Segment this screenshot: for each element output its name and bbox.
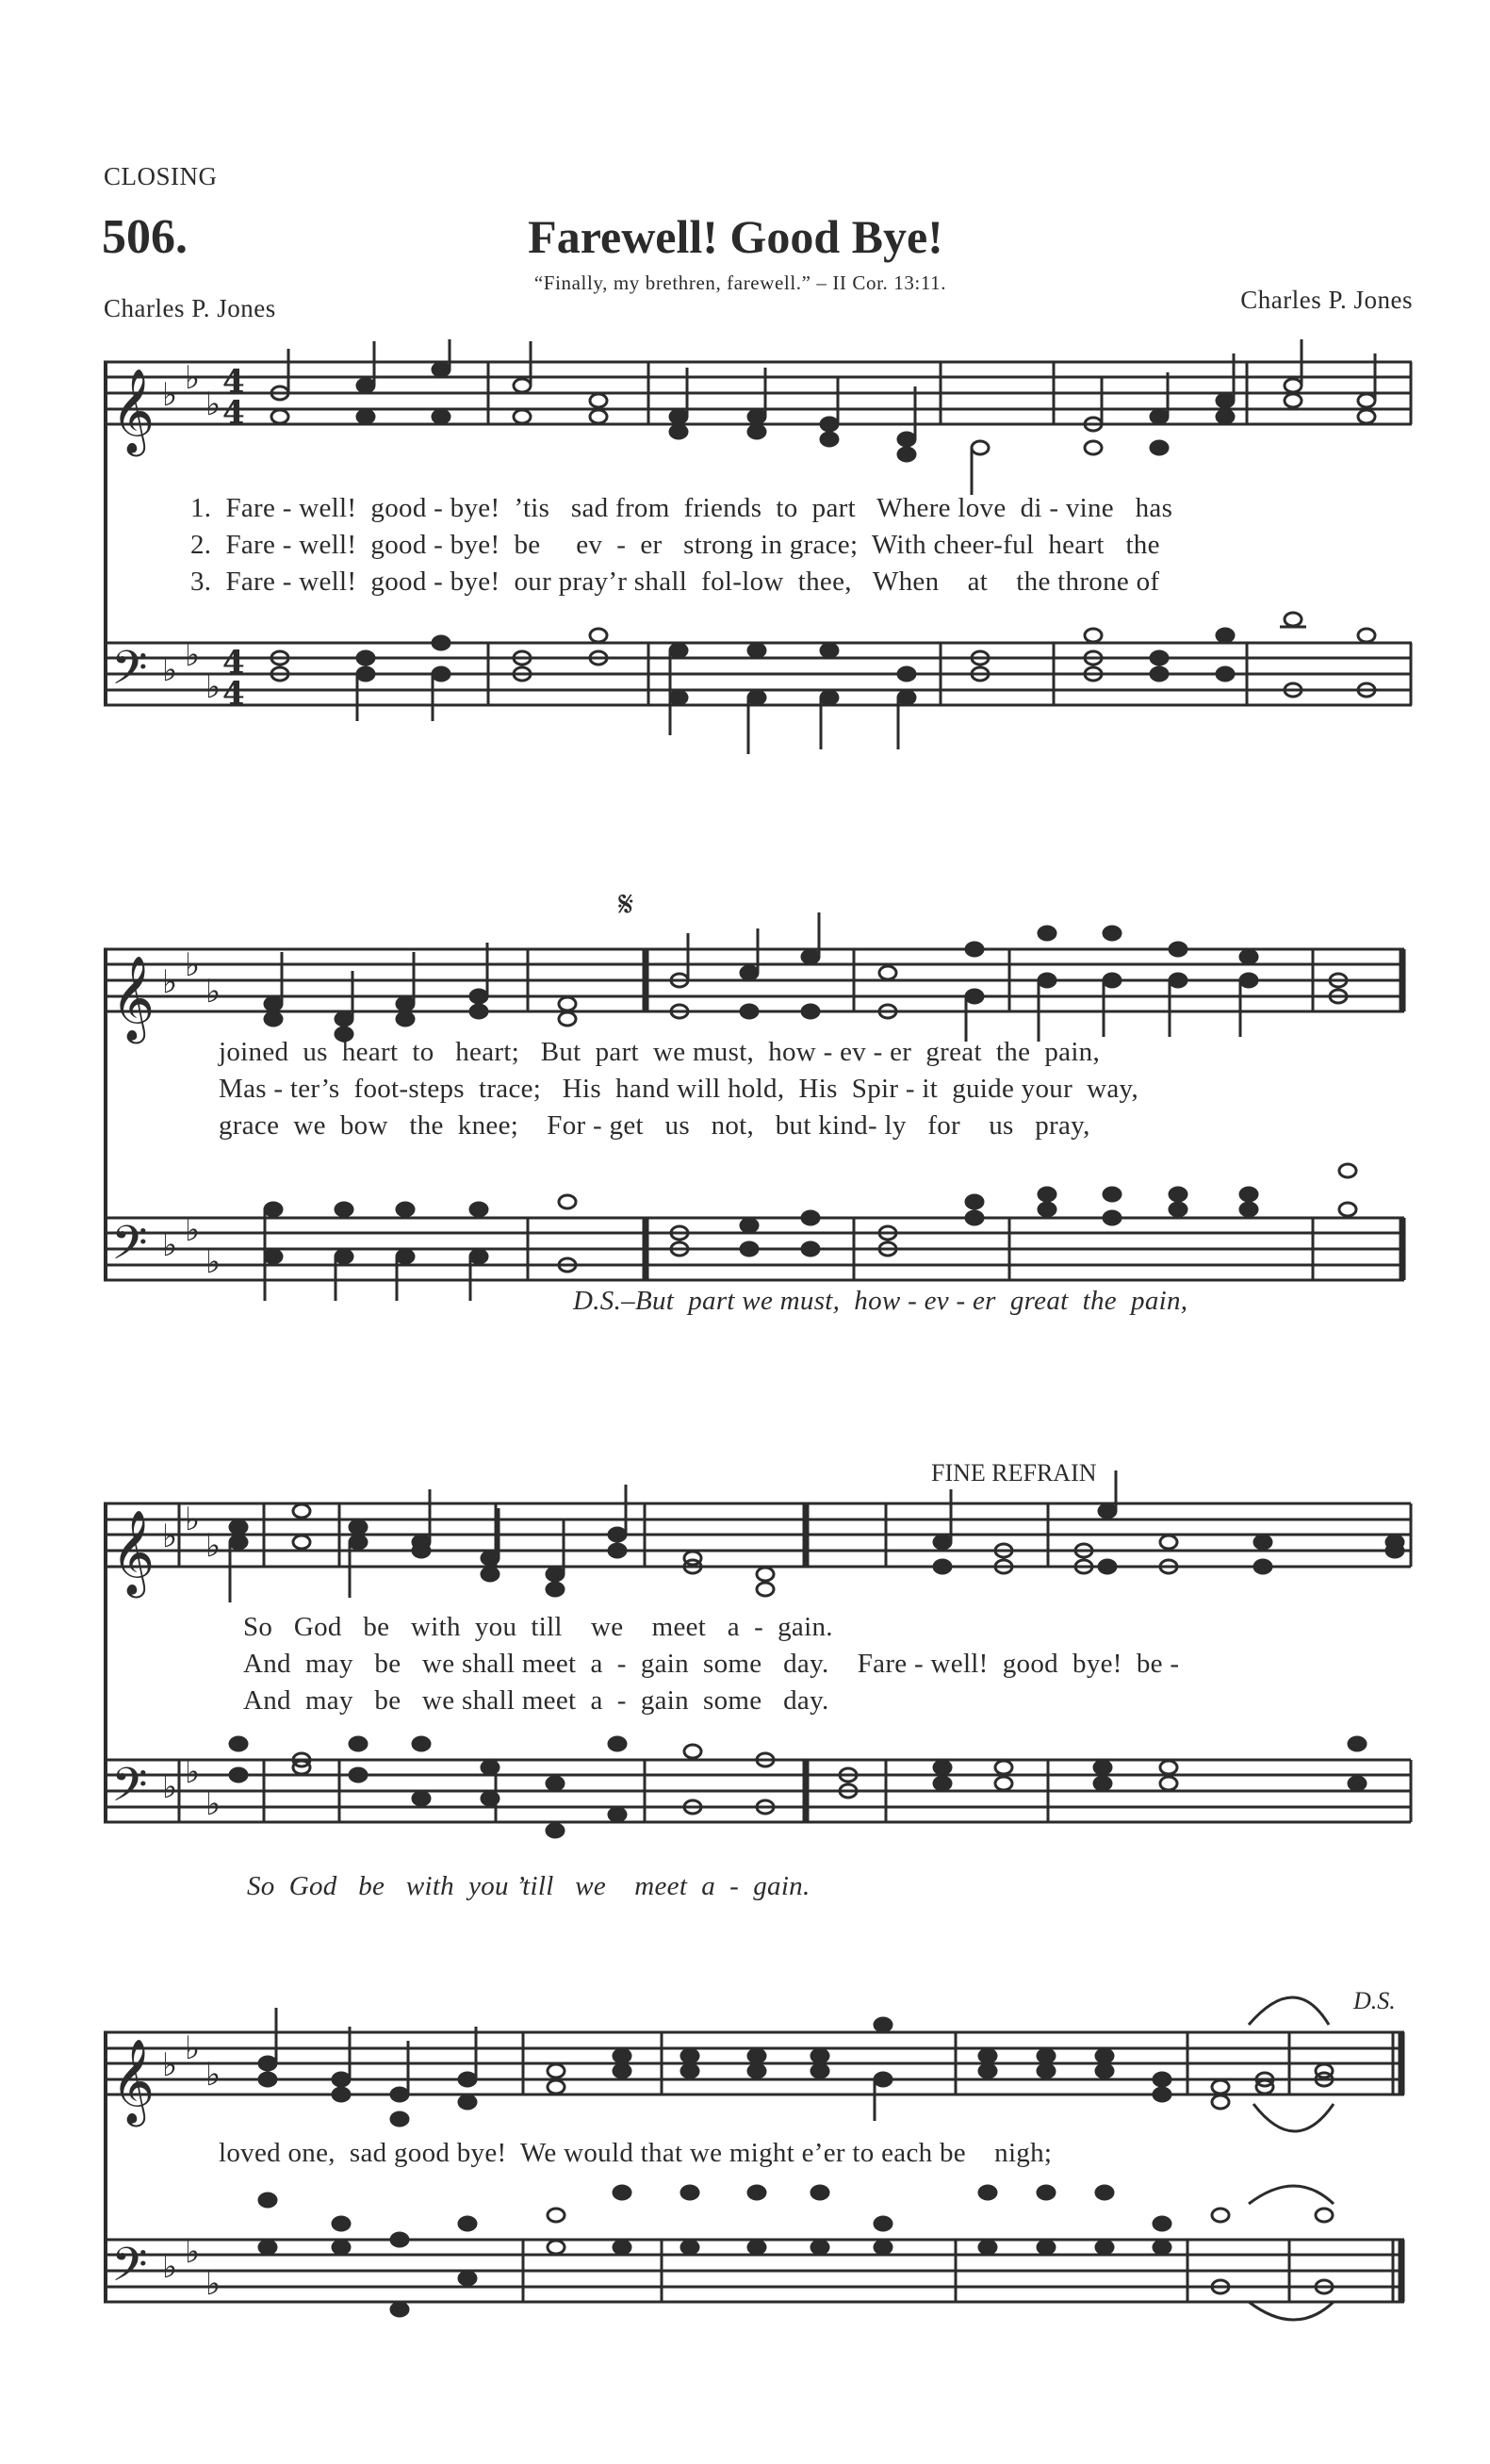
svg-text:♭: ♭ [185, 946, 201, 984]
svg-text:♭: ♭ [162, 963, 178, 1001]
svg-text:♭: ♭ [205, 1527, 221, 1565]
svg-text:𝄞: 𝄞 [111, 2039, 156, 2124]
lyricist-credit: Charles P. Jones [104, 294, 276, 322]
svg-text:𝄞: 𝄞 [111, 956, 156, 1041]
svg-text:♭: ♭ [185, 1753, 201, 1791]
svg-text:4: 4 [222, 394, 245, 432]
lyric-line-verse3-b: grace we bow the knee; For - get us not, but kind- ly for us pray, [219, 1110, 1090, 1141]
svg-text:♭: ♭ [185, 1501, 201, 1538]
svg-text:♭: ♭ [205, 668, 221, 706]
segno-sign: 𝄋 [618, 885, 634, 925]
lyric-line-verse1-a: 1. Fare - well! good - bye! ’tis sad from friends to part Where love di - vine has [190, 493, 1173, 523]
lyric-line-refrain-4: loved one, sad good bye! We would that we might e’er to each be nigh; [219, 2138, 1053, 2168]
svg-text:♭: ♭ [205, 2265, 221, 2303]
svg-text:♭: ♭ [162, 1518, 178, 1555]
hymn-title: Farewell! Good Bye! [528, 210, 943, 263]
svg-text:♭: ♭ [185, 636, 201, 674]
svg-text:𝄢: 𝄢 [111, 1758, 148, 1824]
hymn-number: 506. [102, 210, 188, 264]
svg-text:♭: ♭ [205, 2056, 221, 2094]
lyric-line-verse1-b: joined us heart to heart; But part we must, how - ev - er great the pain, [219, 1037, 1101, 1067]
composer-credit: Charles P. Jones [1240, 286, 1413, 314]
lyric-line-verse2-a: 2. Fare - well! good - bye! be ev - er strong in grace; With cheer-ful heart the [190, 530, 1160, 560]
svg-text:♭: ♭ [185, 2029, 201, 2067]
lyric-line-refrain-3: And may be we shall meet a - gain some day. [243, 1685, 829, 1716]
svg-text:♭: ♭ [162, 1768, 178, 1806]
treble-clef-icon: 𝄞 [111, 369, 156, 453]
svg-text:♭: ♭ [162, 651, 178, 689]
lyric-line-verse3-a: 3. Fare - well! good - bye! our pray’r shall fol-low thee, When at the throne of [190, 567, 1160, 597]
svg-text:♭: ♭ [162, 1226, 178, 1264]
svg-text:♭: ♭ [162, 376, 178, 414]
svg-text:♭: ♭ [185, 359, 201, 397]
svg-text:𝄢: 𝄢 [111, 2238, 148, 2304]
scripture-reference: “Finally, my brethren, farewell.” – II Cor. 13:11. [533, 271, 947, 294]
lyric-line-refrain-2: And may be we shall meet a - gain some day. Fare - well! good bye! be - [243, 1649, 1180, 1679]
svg-text:♭: ♭ [205, 973, 221, 1010]
section-label: CLOSING [104, 162, 218, 190]
svg-text:4: 4 [222, 644, 245, 682]
svg-text:4: 4 [222, 675, 245, 713]
svg-text:♭: ♭ [162, 2046, 178, 2084]
ds-lyric-line: D.S.–But part we must, how - ev - er great the pain, [573, 1286, 1188, 1316]
svg-text:4: 4 [222, 363, 245, 401]
svg-text:♭: ♭ [205, 1785, 221, 1823]
svg-text:♭: ♭ [205, 386, 221, 423]
svg-text:♭: ♭ [185, 2233, 201, 2271]
bass-clef-icon: 𝄢 [111, 641, 148, 707]
svg-text:𝄢: 𝄢 [111, 1216, 148, 1282]
svg-text:♭: ♭ [162, 2248, 178, 2286]
svg-text:𝄞: 𝄞 [111, 1510, 156, 1595]
music-system-1 [0, 339, 1490, 782]
svg-text:♭: ♭ [185, 1211, 201, 1249]
fine-refrain-marker: FINE REFRAIN [931, 1459, 1097, 1487]
bass-lyric-line: So God be with you ’till we meet a - gain. [247, 1871, 810, 1901]
ds-marker: D.S. [1353, 1987, 1396, 2014]
lyric-line-refrain-1: So God be with you till we meet a - gain. [243, 1612, 833, 1642]
svg-text:♭: ♭ [205, 1243, 221, 1281]
lyric-line-verse2-b: Mas - ter’s foot-steps trace; His hand will hold, His Spir - it guide your way, [219, 1074, 1139, 1104]
